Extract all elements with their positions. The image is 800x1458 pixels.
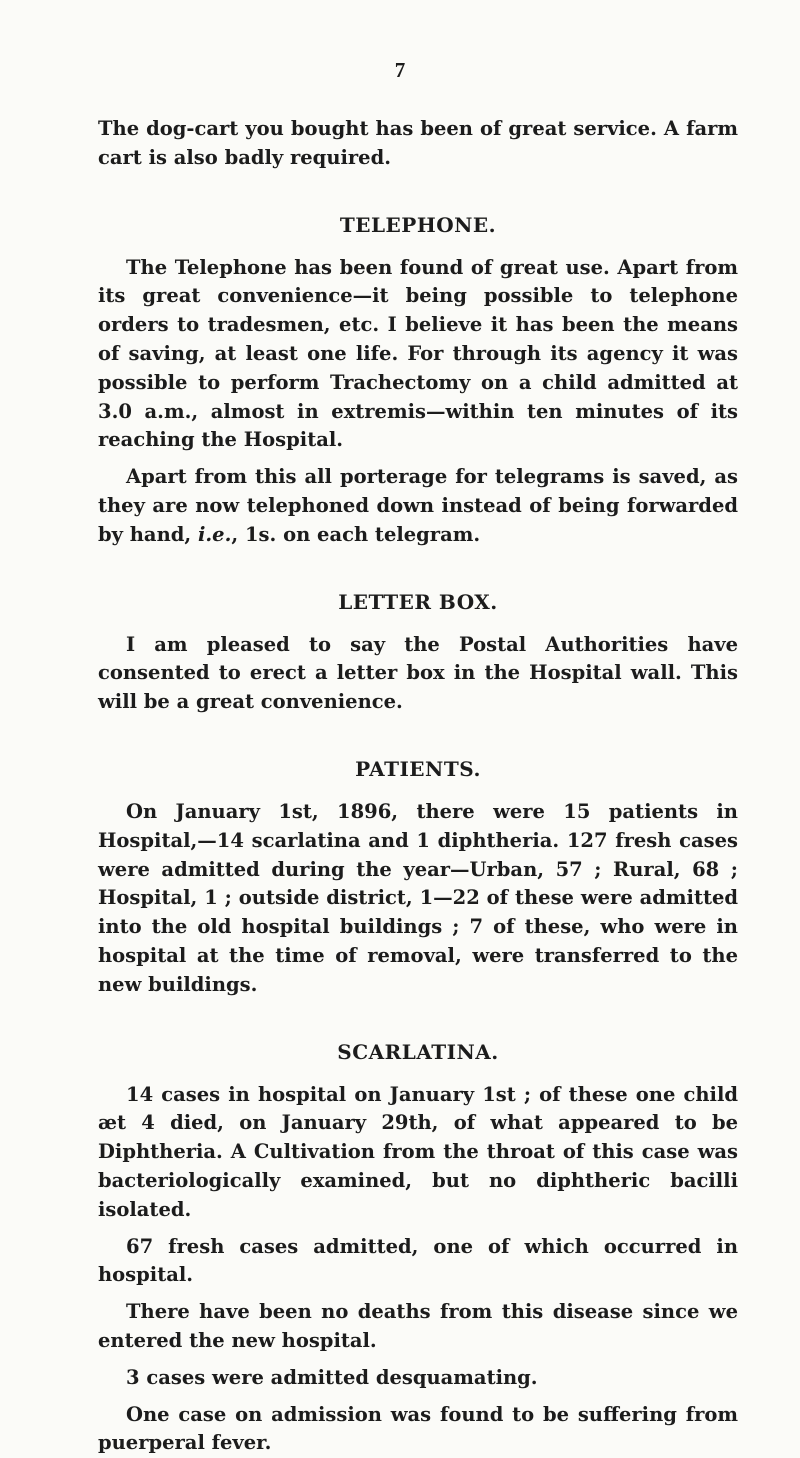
letter-box-heading: LETTER BOX. xyxy=(98,590,738,614)
patients-paragraph: On January 1st, 1896, there were 15 patients in Hospital,—14 scarlatina and 1 diphtheria. 127 fresh cases were admitted during the year—Urban, 57 ; Rural, 68 ; Hospital, 1 ; outside district, 1—22 of these were admitted into the old hospital buildings ; 7 of these, who were in hospital at the time of removal, were transferred to the new buildings. xyxy=(98,798,738,1000)
scarlatina-paragraph-5: One case on admission was found to be suffering from puerperal fever. xyxy=(98,1401,738,1458)
scarlatina-paragraph-1: 14 cases in hospital on January 1st ; of these one child æt 4 died, on January 29th, of what appeared to be Diphtheria. A Cultivation from the throat of this case was bacteriologically examined, but no diphtheric bacilli isolated. xyxy=(98,1081,738,1225)
ie-abbreviation: i.e. xyxy=(198,523,231,546)
telephone-heading: TELEPHONE. xyxy=(98,213,738,237)
letter-box-paragraph: I am pleased to say the Postal Authorities have consented to erect a letter box in the Hospital wall. This will be a great convenience. xyxy=(98,631,738,717)
patients-heading: PATIENTS. xyxy=(98,757,738,781)
telephone-paragraph-2 xyxy=(98,463,738,549)
intro-paragraph: The dog-cart you bought has been of great service. A farm cart is also badly required. xyxy=(98,115,738,173)
page-number: 7 xyxy=(0,58,800,83)
scarlatina-paragraph-4: 3 cases were admitted desquamating. xyxy=(98,1364,738,1393)
document-body xyxy=(98,115,738,1458)
scarlatina-paragraph-2: 67 fresh cases admitted, one of which occurred in hospital. xyxy=(98,1233,738,1291)
scarlatina-heading: SCARLATINA. xyxy=(98,1040,738,1064)
telephone-paragraph-2-text-a: Apart from this all porterage for telegrams is saved, as they are now telephoned down instead of being forwarded by hand, xyxy=(98,465,738,546)
telephone-paragraph-1: The Telephone has been found of great use. Apart from its great convenience—it being possible to telephone orders to tradesmen, etc. I believe it has been the means of saving, at least one life. For through its agency it was possible to perform Trachectomy on a child admitted at 3.0 a.m., almost in extremis—within ten minutes of its reaching the Hospital. xyxy=(98,254,738,456)
scarlatina-paragraph-3: There have been no deaths from this disease since we entered the new hospital. xyxy=(98,1298,738,1356)
telephone-paragraph-2-text-b: , 1s. on each telegram. xyxy=(231,523,480,546)
